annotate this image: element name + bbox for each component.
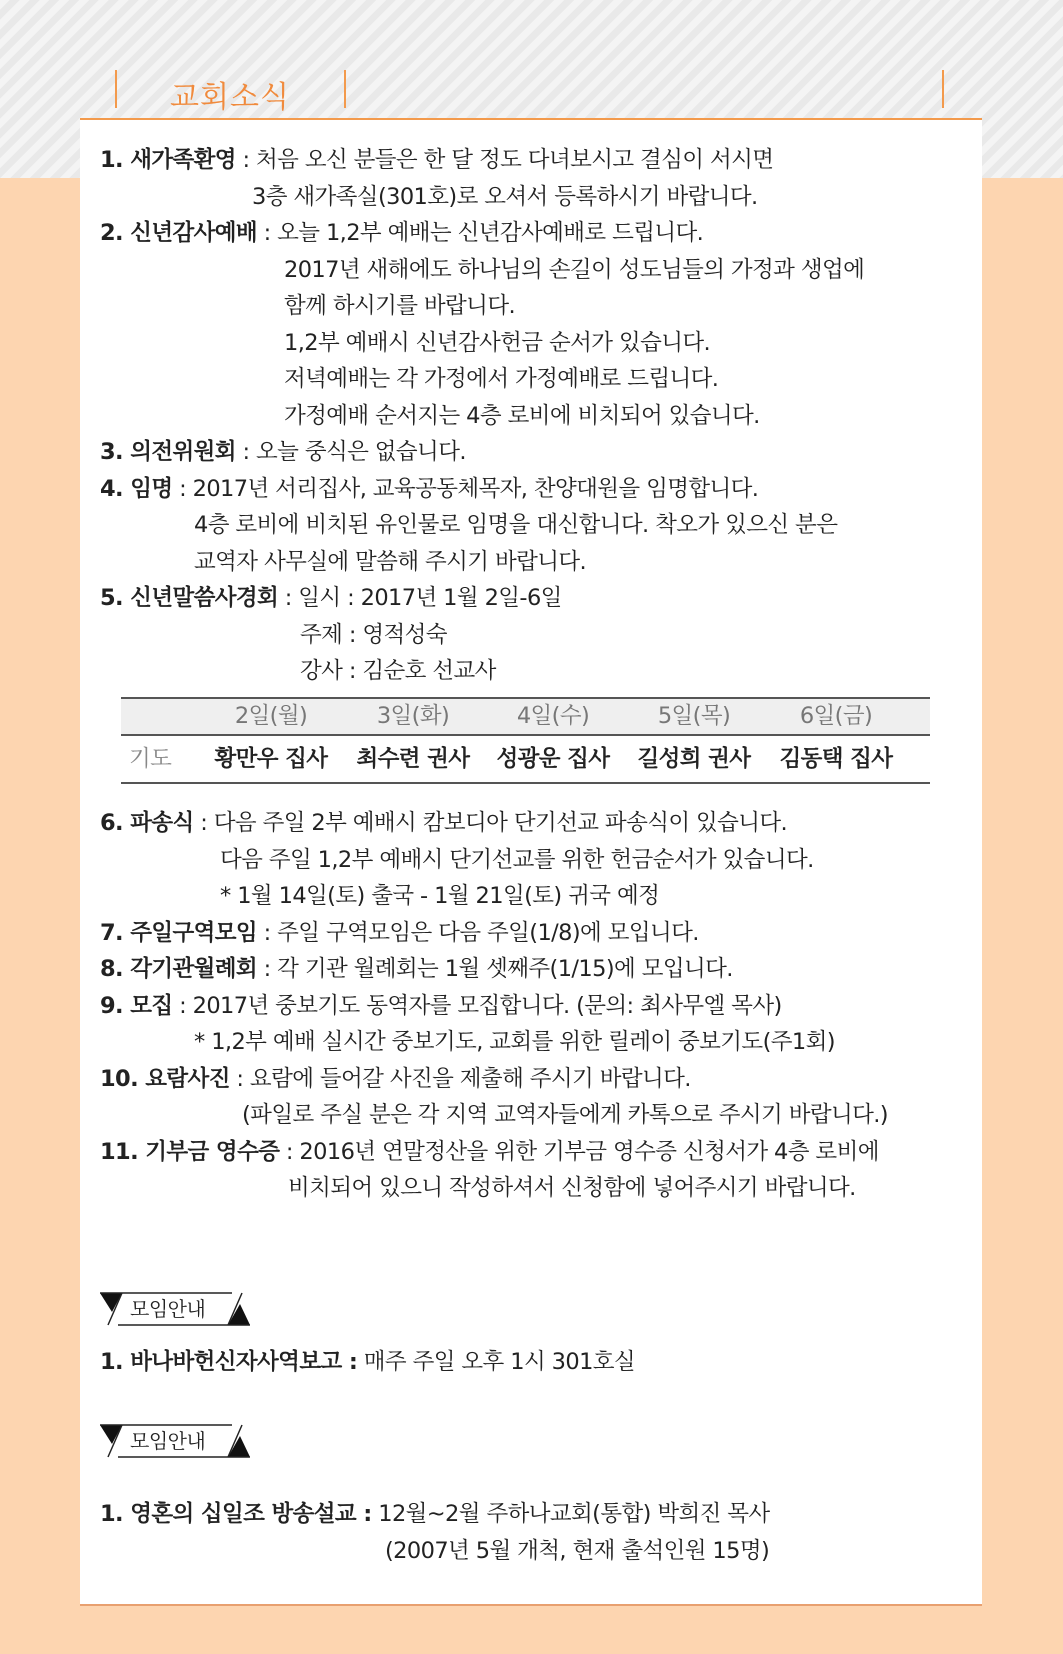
meeting-tag-2 [100,1424,250,1458]
news-line [100,878,980,915]
news-line [100,361,980,398]
header-bar-end [942,70,944,108]
meeting-tag [100,1292,250,1326]
news-line [100,951,980,988]
news-item-label: 10. 요람사진 [100,1065,230,1092]
news-line [100,544,980,581]
news-item-text: 2017년 새해에도 하나님의 손길이 성도님들의 가정과 생업에 [284,256,865,283]
meeting-item-1 [100,1344,635,1381]
news-item-text: (파일로 주실 분은 각 지역 교역자들에게 카톡으로 주시기 바랍니다.) [242,1102,888,1128]
news-line [100,580,980,617]
schedule-leader: 성광운 집사 [496,746,610,772]
news-item-label: 7. 주일구역모임 [100,919,258,946]
news-item-text: : 2017년 서리집사, 교육공동체목자, 찬양대원을 임명합니다. [172,475,759,502]
news-item-text: * 1월 14일(토) 출국 - 1월 21일(토) 귀국 예정 [220,883,660,909]
meeting-tag-label: 모임안내 [130,1429,206,1453]
news-line [100,842,980,879]
news-item-label: 3. 의전위원회 [100,439,236,465]
meeting-text: 매주 주일 오후 1시 301호실 [357,1349,636,1375]
news-item-text: : 요람에 들어갈 사진을 제출해 주시기 바랍니다. [229,1065,691,1092]
news-list [100,142,980,690]
news-line [100,1024,980,1061]
news-line [100,179,980,216]
news-line [100,1061,980,1098]
news-line [100,1134,980,1171]
news-line [100,142,980,179]
news-line [100,1170,980,1207]
news-list-2 [100,805,980,1207]
meeting-label: 1. 바나바헌신자사역보고 : [100,1349,358,1375]
news-item-text: : 2016년 연말정산을 위한 기부금 영수증 신청서가 4층 로비에 [279,1138,879,1165]
news-line [100,471,980,508]
news-item-text: 가정예배 순서지는 4층 로비에 비치되어 있습니다. [284,402,760,429]
schedule-leader: 최수련 권사 [356,746,470,772]
news-item-text: 3층 새가족실(301호)로 오셔서 등록하시기 바랍니다. [252,183,758,210]
news-line [100,1097,980,1134]
news-item-label: 1. 새가족환영 [100,147,236,173]
schedule-leader: 김동택 집사 [779,746,893,772]
section-title: 교회소식 [170,80,290,115]
news-line [100,653,980,690]
news-item-text: 다음 주일 1,2부 예배시 단기선교를 위한 헌금순서가 있습니다. [220,846,814,873]
schedule-day: 2일(월) [234,703,308,729]
meeting-text: 12월~2월 주하나교회(통합) 박희진 목사 [371,1501,770,1527]
news-item-text: : 다음 주일 2부 예배시 캄보디아 단기선교 파송식이 있습니다. [193,810,788,836]
meeting-item-2-note: (2007년 5월 개척, 현재 출석인원 15명) [385,1538,770,1564]
news-item-text: : 주일 구역모임은 다음 주일(1/8)에 모입니다. [257,919,699,946]
meeting-item-2 [100,1496,770,1533]
news-line [100,325,980,362]
news-item-text: 주제 : 영적성숙 [300,621,447,648]
news-item-text: * 1,2부 예배 실시간 중보기도, 교회를 위한 릴레이 중보기도(주1회) [194,1029,835,1055]
news-item-text: 4층 로비에 비치된 유인물로 임명을 대신합니다. 착오가 있으신 분은 [194,512,838,538]
schedule-leader: 길성희 권사 [637,746,751,772]
news-item-label: 2. 신년감사예배 [100,220,258,246]
news-line [100,398,980,435]
news-line [100,434,980,471]
schedule-table [121,697,930,784]
news-item-text: 교역자 사무실에 말씀해 주시기 바랍니다. [194,548,587,575]
schedule-leader: 황만우 집사 [214,746,328,772]
news-line [100,288,980,325]
news-item-text: : 처음 오신 분들은 한 달 정도 다녀보시고 결심이 서시면 [235,147,774,173]
news-item-text: : 2017년 중보기도 동역자를 모집합니다. (문의: 최사무엘 목사) [172,992,782,1019]
news-item-text: : 오늘 1,2부 예배는 신년감사예배로 드립니다. [257,220,704,246]
title-bar-right [344,70,346,108]
title-bar-left [115,70,117,108]
news-line [100,617,980,654]
news-line [100,915,980,952]
news-item-text: : 일시 : 2017년 1월 2일-6일 [278,585,562,611]
schedule-row [121,736,930,782]
schedule-day: 6일(금) [799,703,873,729]
news-item-label: 4. 임명 [100,475,173,502]
news-item-label: 8. 각기관월례회 [100,956,258,982]
schedule-header-row [121,699,930,736]
schedule-day: 3일(화) [376,703,450,729]
news-item-text: : 각 기관 월례회는 1월 셋째주(1/15)에 모입니다. [257,956,733,982]
news-item-label: 5. 신년말씀사경회 [100,585,279,611]
schedule-day: 5일(목) [657,703,731,729]
news-item-label: 6. 파송식 [100,810,194,836]
news-line [100,805,980,842]
news-line [100,252,980,289]
news-item-text: 함께 하시기를 바랍니다. [284,293,516,319]
header-divider [80,118,982,120]
paper-bottom-line [80,1604,982,1606]
schedule-day: 4일(수) [516,703,590,729]
schedule-row-label: 기도 [129,746,172,772]
news-item-label: 9. 모집 [100,992,173,1019]
news-item-text: 저녁예배는 각 가정에서 가정예배로 드립니다. [284,366,719,392]
news-item-text: 1,2부 예배시 신년감사헌금 순서가 있습니다. [284,329,711,356]
meeting-label: 1. 영혼의 십일조 방송설교 : [100,1501,372,1527]
news-line [100,988,980,1025]
news-line [100,215,980,252]
news-item-text: 비치되어 있으니 작성하셔서 신청함에 넣어주시기 바랍니다. [288,1175,856,1201]
news-item-text: : 오늘 중식은 없습니다. [235,439,466,465]
news-line [100,507,980,544]
news-item-label: 11. 기부금 영수증 [100,1138,280,1165]
news-item-text: 강사 : 김순호 선교사 [300,658,496,684]
meeting-tag-label: 모임안내 [130,1297,206,1321]
